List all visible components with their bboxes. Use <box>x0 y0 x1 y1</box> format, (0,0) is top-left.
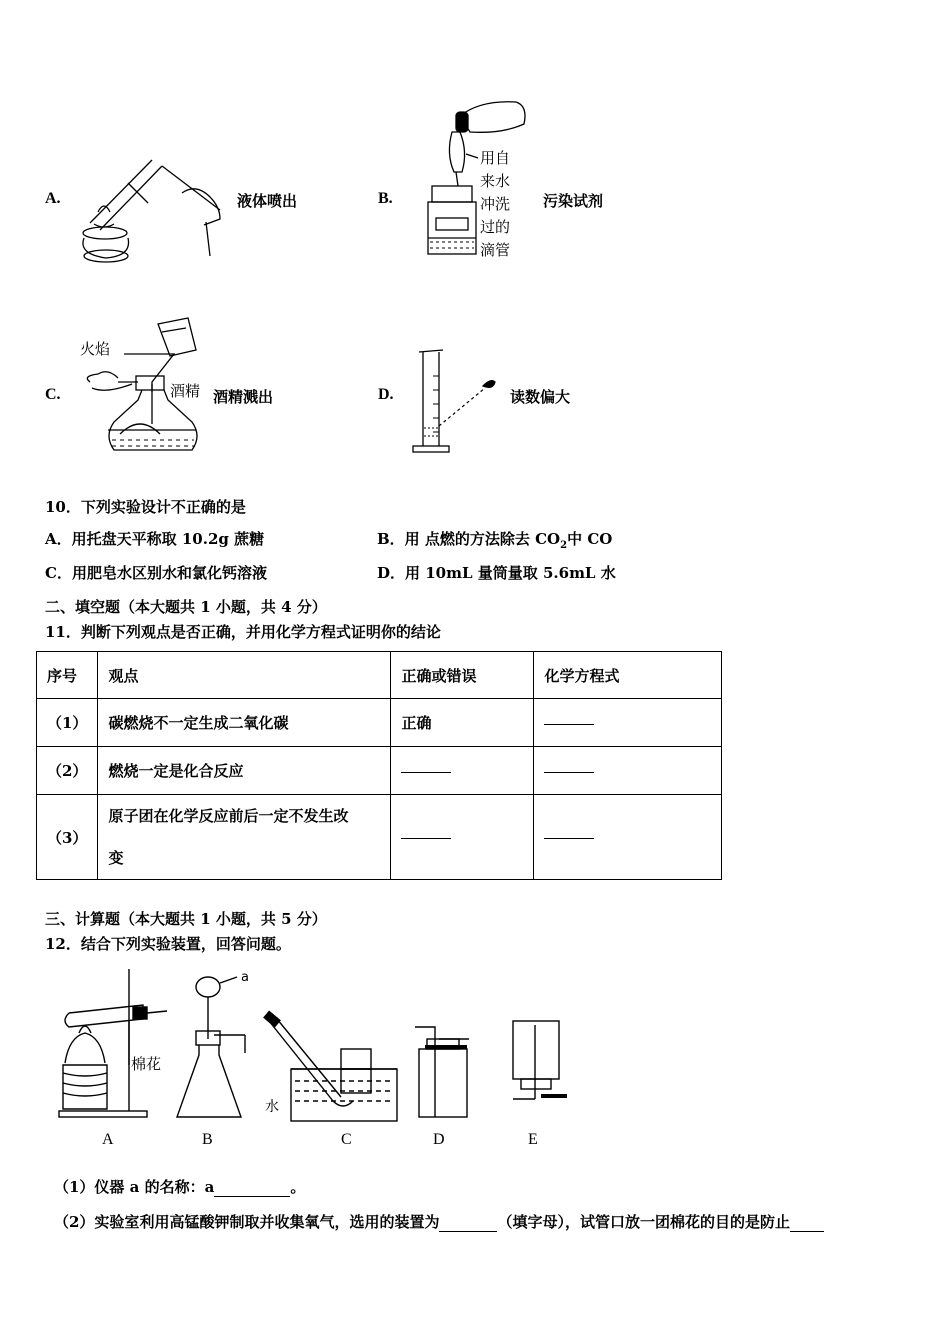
label-a-funnel: a <box>241 970 249 985</box>
row3-view-line1: 原子团在化学反应前后一定不发生改 <box>108 807 349 825</box>
option-d-caption: 读数偏大 <box>510 388 571 406</box>
figure-a-heating-liquid <box>70 148 230 268</box>
label-water: 水 <box>265 1099 279 1115</box>
option-d-letter: D. <box>378 386 394 403</box>
section3-heading: 三、计算题（本大题共 1 小题，共 5 分） <box>45 910 327 928</box>
table-header-row <box>37 652 722 699</box>
table-row <box>37 699 722 747</box>
row1-equation-blank[interactable] <box>534 699 722 747</box>
row1-judge: 正确 <box>391 699 534 747</box>
q11-stem: 11．判断下列观点是否正确，并用化学方程式证明你的结论 <box>45 623 441 641</box>
apparatus-label-e: E <box>528 1131 538 1148</box>
q11-table <box>36 651 722 880</box>
table-row <box>37 747 722 795</box>
q12-sub2-blank1[interactable] <box>439 1213 497 1232</box>
q10-stem: 10．下列实验设计不正确的是 <box>45 498 246 516</box>
q12-stem: 12．结合下列实验装置，回答问题。 <box>45 935 291 953</box>
q12-sub1-blank[interactable] <box>214 1178 290 1197</box>
q10-option-b-text-end: 中 CO <box>567 530 613 548</box>
header-no: 序号 <box>37 652 98 699</box>
option-b-caption: 污染试剂 <box>543 192 604 210</box>
q10-option-b-text: B．用 点燃的方法除去 CO <box>377 530 561 548</box>
figure-c-flame-label: 火焰 <box>80 340 111 358</box>
table-row <box>37 795 722 880</box>
q12-sub1 <box>54 1176 305 1197</box>
option-a-caption: 液体喷出 <box>237 192 298 210</box>
q12-sub1-text: （1）仪器 a 的名称：a <box>54 1178 215 1196</box>
section2-heading: 二、填空题（本大题共 1 小题，共 4 分） <box>45 598 327 616</box>
q12-sub2-blank2[interactable] <box>790 1213 824 1232</box>
q12-sub2-text: （2）实验室利用高锰酸钾制取并收集氧气，选用的装置为 <box>54 1213 440 1231</box>
figure-b-label-line: 用自 <box>480 149 511 167</box>
row2-no: （2） <box>37 747 98 795</box>
q10-option-b <box>377 528 612 551</box>
figure-b-label-line: 来水 <box>480 172 511 190</box>
q10-option-d: D．用 10mL 量筒量取 5.6mL 水 <box>377 564 616 582</box>
option-b-letter: B. <box>378 190 393 207</box>
figure-b-dropper <box>420 98 532 258</box>
figure-b-label-line: 滴管 <box>480 241 511 259</box>
q10-option-c: C．用肥皂水区别水和氯化钙溶液 <box>45 564 267 582</box>
q12-sub2 <box>54 1211 824 1232</box>
row3-view-line2: 变 <box>108 849 124 867</box>
option-a-letter: A. <box>45 190 61 207</box>
option-c-caption: 酒精溅出 <box>213 388 274 406</box>
row3-view <box>98 795 391 880</box>
option-c-letter: C. <box>45 386 61 403</box>
row2-equation-blank[interactable] <box>534 747 722 795</box>
row3-judge-blank[interactable] <box>391 795 534 880</box>
header-judge: 正确或错误 <box>391 652 534 699</box>
q10-option-a: A．用托盘天平称取 10.2g 蔗糖 <box>45 530 265 548</box>
figure-d-graduated-cylinder <box>405 346 505 458</box>
q12-sub2-text-mid: （填字母），试管口放一团棉花的目的是防止 <box>497 1213 790 1231</box>
figure-b-label-line: 过的 <box>480 218 511 236</box>
header-equation: 化学方程式 <box>534 652 722 699</box>
apparatus-label-d: D <box>433 1131 445 1148</box>
apparatus-label-b: B <box>202 1131 213 1148</box>
row1-no: （1） <box>37 699 98 747</box>
header-view: 观点 <box>98 652 391 699</box>
row3-equation-blank[interactable] <box>534 795 722 880</box>
q12-sub1-end: 。 <box>290 1178 306 1196</box>
row2-judge-blank[interactable] <box>391 747 534 795</box>
apparatus-label-c: C <box>341 1131 352 1148</box>
q10-option-b-subscript: 2 <box>560 540 568 551</box>
apparatus-label-a: A <box>102 1131 114 1148</box>
row1-view: 碳燃烧不一定生成二氧化碳 <box>98 699 391 747</box>
figure-c-alcohol-label: 酒精 <box>170 382 201 400</box>
row3-no: （3） <box>37 795 98 880</box>
q12-apparatus-figure <box>55 965 585 1135</box>
row2-view: 燃烧一定是化合反应 <box>98 747 391 795</box>
figure-b-label-line: 冲洗 <box>480 195 511 213</box>
figure-b-label <box>480 147 510 262</box>
label-cotton: 棉花 <box>131 1055 162 1073</box>
